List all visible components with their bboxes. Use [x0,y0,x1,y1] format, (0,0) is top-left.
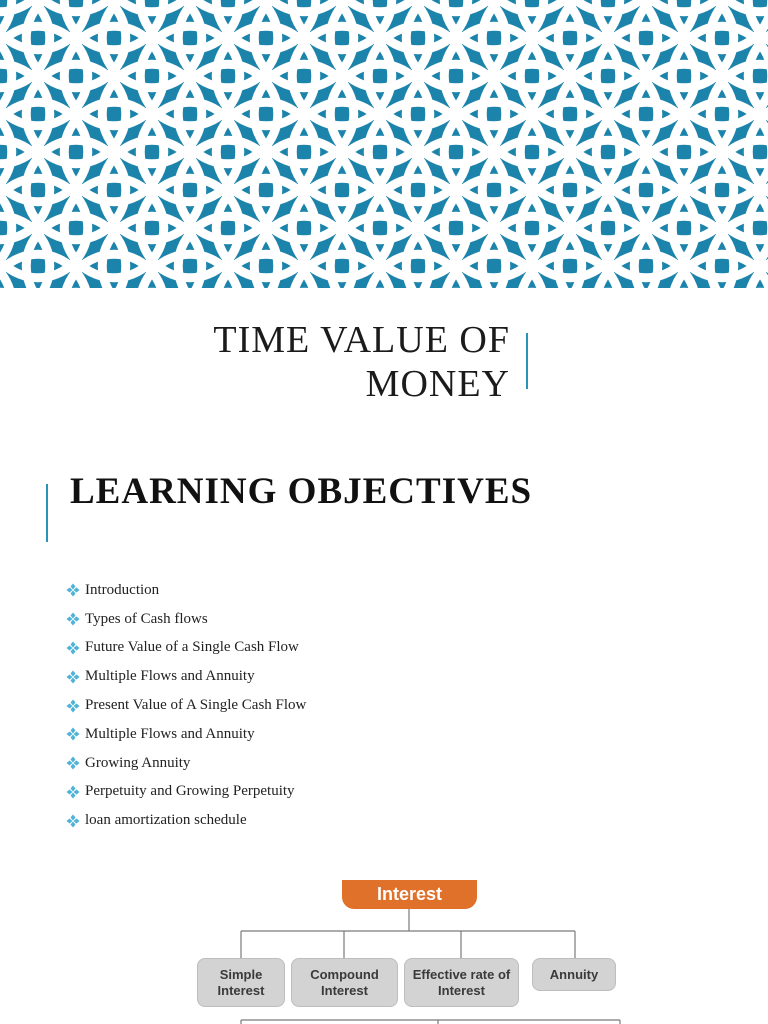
diamond-bullet-icon [66,756,80,770]
list-item [66,576,306,605]
list-item-label: Introduction [85,581,160,598]
objectives-list [66,576,306,835]
diamond-bullet-icon [66,699,80,713]
diamond-bullet-icon [66,727,80,741]
list-item [66,691,306,720]
diamond-bullet-icon [66,814,80,828]
list-item-label: Growing Annuity [85,754,191,771]
list-item [66,634,306,663]
interest-diagram [0,870,768,1024]
diamond-bullet-icon [66,785,80,799]
title-accent-rule [526,333,528,389]
annuity-node: Annuity [532,958,616,991]
interest-root-node: Interest [342,880,477,909]
list-item-label: Types of Cash flows [85,610,208,627]
list-item-label: Perpetuity and Growing Perpetuity [85,783,295,800]
list-item-label: Multiple Flows and Annuity [85,668,255,685]
list-item-label: Multiple Flows and Annuity [85,725,255,742]
diamond-bullet-icon [66,583,80,597]
section-accent-rule [46,484,48,542]
list-item-label: loan amortization schedule [85,812,247,829]
page-title [213,318,510,406]
list-item [66,720,306,749]
simple-interest-node: Simple Interest [197,958,285,1007]
list-item [66,778,306,807]
learning-objectives-heading: LEARNING OBJECTIVES [70,471,533,512]
diamond-bullet-icon [66,670,80,684]
list-item [66,806,306,835]
diamond-bullet-icon [66,612,80,626]
list-item-label: Present Value of A Single Cash Flow [85,697,307,714]
list-item [66,662,306,691]
title-line-2: MONEY [365,363,510,405]
title-line-1: TIME VALUE OF [213,319,510,361]
effective-rate-node: Effective rate of Interest [404,958,519,1007]
diamond-bullet-icon [66,641,80,655]
list-item [66,605,306,634]
list-item-label: Future Value of a Single Cash Flow [85,639,299,656]
list-item [66,749,306,778]
compound-interest-node: Compound Interest [291,958,398,1007]
decorative-banner [0,0,768,288]
